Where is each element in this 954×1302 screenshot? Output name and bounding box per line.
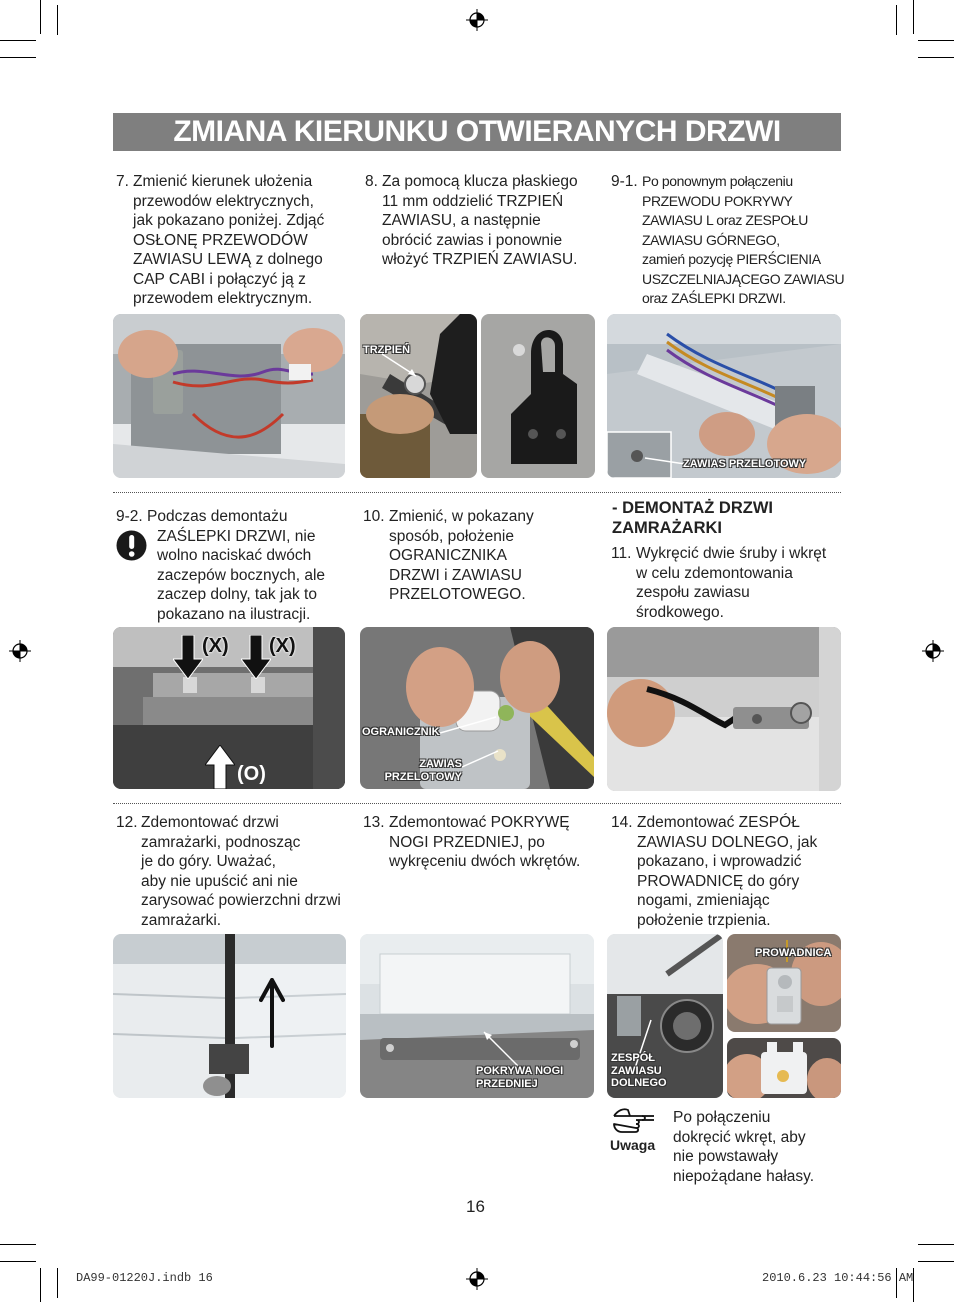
photo-middle-hinge bbox=[607, 627, 841, 791]
step-text: Zmienić, w pokazany sposób, położenie OGRANICZNIKA DRZWI i ZAWIASU PRZELOTOWEGO. bbox=[389, 508, 534, 603]
footer-datetime: 2010.6.23 10:44:56 AM bbox=[762, 1271, 914, 1285]
callout-ogranicznik: OGRANICZNIK bbox=[362, 726, 440, 738]
crop-mark bbox=[57, 1268, 58, 1298]
crop-mark bbox=[896, 5, 897, 35]
photo-lower-hinge bbox=[607, 934, 723, 1098]
callout-trzpien: TRZPIEŃ bbox=[363, 344, 411, 356]
registration-mark-icon bbox=[922, 640, 944, 662]
step-number: 12. bbox=[116, 814, 138, 831]
photo-freezer-door bbox=[113, 934, 346, 1098]
arrow-down-icon bbox=[241, 635, 271, 679]
mark-o: (O) bbox=[237, 763, 266, 785]
photo-guide-detail bbox=[727, 1038, 841, 1098]
step-11 bbox=[611, 544, 841, 624]
photo-hinge-part bbox=[481, 314, 595, 478]
step-8 bbox=[365, 172, 595, 272]
registration-mark-icon bbox=[466, 9, 488, 31]
callout-zawias-przelotowy: ZAWIAS PRZELOTOWY bbox=[384, 758, 462, 783]
step-text: Zdemontować POKRYWĘ NOGI PRZEDNIEJ, po wykręceniu dwóch wkrętów. bbox=[389, 814, 581, 870]
step-text: Za pomocą klucza płaskiego 11 mm oddzielić TRZPIEŃ ZAWIASU, a następnie obrócić zawias i ponownie włożyć TRZPIEŃ ZAWIASU. bbox=[382, 173, 578, 268]
step-number: 11. bbox=[611, 545, 632, 562]
section-heading: - DEMONTAŻ DRZWI ZAMRAŻARKI bbox=[612, 499, 773, 537]
step-text: ZAŚLEPKI DRZWI, nie wolno naciskać dwóch zaczepów bocznych, ale zaczep dolny, tak jak to pokazano na ilustracji. bbox=[157, 527, 326, 623]
crop-mark bbox=[918, 1244, 954, 1245]
step-text: Wykręcić dwie śruby i wkręt w celu zdemontowania zespołu zawiasu środkowego. bbox=[636, 545, 827, 621]
step-number: 13. bbox=[363, 814, 385, 831]
step-12 bbox=[116, 813, 352, 933]
step-text: Zdemontować ZESPÓŁ ZAWIASU DOLNEGO, jak pokazano, i wprowadzić PROWADNICĘ do góry nogami, zmieniając położenie trzpienia. bbox=[637, 814, 818, 929]
step-10 bbox=[363, 507, 593, 607]
note-text: Po połączeniu dokręcić wkręt, aby nie powstawały niepożądane hałasy. bbox=[673, 1109, 815, 1185]
crop-mark bbox=[0, 1244, 36, 1245]
callout-zawias-przelotowy: ZAWIAS PRZELOTOWY bbox=[683, 458, 807, 470]
crop-mark bbox=[0, 57, 36, 58]
crop-mark bbox=[40, 0, 41, 34]
crop-mark bbox=[918, 1261, 954, 1262]
photo-wire-cover bbox=[113, 314, 345, 478]
registration-mark-icon bbox=[9, 640, 31, 662]
callout-arrows bbox=[440, 715, 500, 771]
crop-mark bbox=[918, 57, 954, 58]
step-13 bbox=[363, 813, 593, 877]
photo-hinge-cover bbox=[607, 314, 841, 478]
arrow-down-icon bbox=[173, 635, 203, 679]
photo-door-stopper bbox=[360, 627, 594, 789]
exclamation-circle-icon bbox=[116, 530, 147, 561]
crop-mark bbox=[40, 1268, 41, 1302]
callout-pokrywa-nogi: POKRYWA NOGI PRZEDNIEJ bbox=[476, 1065, 564, 1090]
crop-mark bbox=[57, 5, 58, 35]
page-title: ZMIANA KIERUNKU OTWIERANYCH DRZWI bbox=[173, 115, 781, 148]
row-divider bbox=[113, 492, 841, 493]
page-number: 16 bbox=[466, 1197, 485, 1216]
photo-wrench-hinge bbox=[360, 314, 477, 478]
photo-front-leg-cover bbox=[360, 934, 594, 1098]
step-text: Zmienić kierunek ułożenia przewodów elektrycznych, jak pokazano poniżej. Zdjąć OSŁONĘ PRZEWODÓW ZAWIASU LEWĄ z dolnego CAP CABI i połączyć ją z przewodem elektrycznym. bbox=[133, 173, 325, 307]
callout-arrow bbox=[380, 350, 420, 380]
step-9-1 bbox=[611, 172, 847, 312]
pointing-hand-icon bbox=[612, 1106, 656, 1134]
row-divider bbox=[113, 803, 841, 804]
callout-prowadnica: PROWADNICA bbox=[755, 947, 832, 959]
step-number: 10. bbox=[363, 508, 385, 525]
callout-arrow bbox=[480, 1030, 524, 1070]
step-text: Zdemontować drzwi zamrażarki, podnosząc je do góry. Uważać, aby nie upuścić ani nie zarysować powierzchni drzwi zamrażarki. bbox=[141, 814, 341, 929]
photo-door-cap bbox=[113, 627, 345, 789]
arrow-up-icon bbox=[205, 745, 235, 789]
step-7 bbox=[116, 172, 346, 312]
footer-file: DA99-01220J.indb 16 bbox=[76, 1271, 213, 1285]
step-text-first: Podczas demontażu bbox=[147, 508, 288, 525]
callout-zespol-zawiasu: ZESPÓŁ ZAWIASU DOLNEGO bbox=[611, 1052, 667, 1089]
step-number: 9-2. bbox=[116, 508, 143, 525]
step-number: 14. bbox=[611, 814, 633, 831]
step-text: Po ponownym połączeniu PRZEWODU POKRYWY ZAWIASU L oraz ZESPOŁU ZAWIASU GÓRNEGO, zamień pozycję PIERŚCIENIA USZCZELNIAJĄCEGO ZAWIASU oraz ZAŚLEPKI DRZWI. bbox=[642, 173, 845, 306]
step-number: 7. bbox=[116, 173, 129, 190]
photo-guide-part bbox=[727, 934, 841, 1032]
step-number: 8. bbox=[365, 173, 378, 190]
mark-x-right: (X) bbox=[269, 635, 296, 657]
crop-mark bbox=[918, 40, 954, 41]
arrow-up-icon bbox=[259, 978, 285, 1048]
step-9-2 bbox=[116, 507, 352, 627]
crop-mark bbox=[913, 0, 914, 34]
crop-mark bbox=[0, 1261, 36, 1262]
step-14 bbox=[611, 813, 841, 933]
page-title-bar bbox=[113, 113, 841, 151]
crop-mark bbox=[0, 40, 36, 41]
mark-x-left: (X) bbox=[202, 635, 229, 657]
registration-mark-icon bbox=[466, 1268, 488, 1290]
note-label: Uwaga bbox=[610, 1137, 656, 1153]
step-number: 9-1. bbox=[611, 173, 638, 190]
